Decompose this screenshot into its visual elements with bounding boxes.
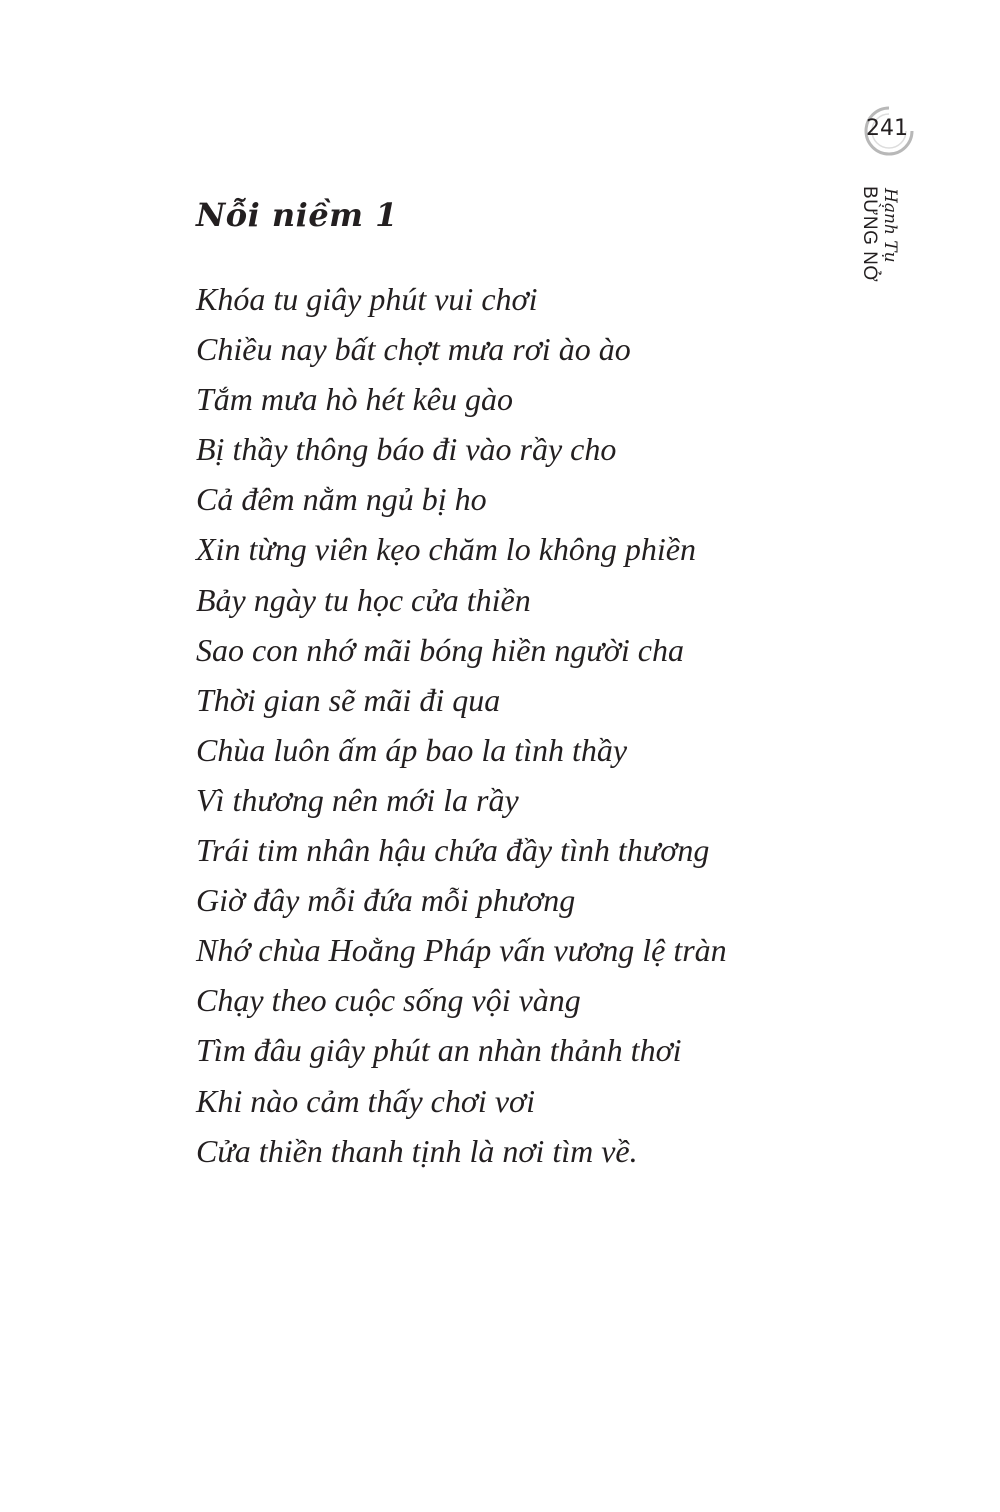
poem-line: Chạy theo cuộc sống vội vàng <box>196 982 581 1019</box>
page-number-badge <box>862 104 916 158</box>
poem-line: Giờ đây mỗi đứa mỗi phương <box>196 882 576 919</box>
poem-line: Bị thầy thông báo đi vào rầy cho <box>196 431 617 468</box>
poem-line: Chiều nay bất chợt mưa rơi ào ào <box>196 331 631 368</box>
running-head-author: Hạnh Tụ <box>880 188 900 263</box>
poem-line: Tắm mưa hò hét kêu gào <box>196 381 513 418</box>
running-head <box>854 186 900 296</box>
poem-line: Vì thương nên mới la rầy <box>196 781 519 818</box>
poem-line: Tìm đâu giây phút an nhàn thảnh thơi <box>196 1032 682 1069</box>
poem-body <box>196 274 727 1176</box>
running-head-book-title: BỪNG NỞ <box>859 186 880 283</box>
poem-title: Nỗi niềm 1 <box>196 196 398 234</box>
poem-line: Khi nào cảm thấy chơi vơi <box>196 1082 535 1119</box>
poem-line: Bảy ngày tu học cửa thiền <box>196 581 531 618</box>
poem-line: Nhớ chùa Hoằng Pháp vấn vương lệ tràn <box>196 932 727 969</box>
poem-line: Cả đêm nằm ngủ bị ho <box>196 481 487 518</box>
poem-line: Xin từng viên kẹo chăm lo không phiền <box>196 531 696 568</box>
poem-line: Chùa luôn ấm áp bao la tình thầy <box>196 731 628 768</box>
page-number: 241 <box>866 116 908 141</box>
poem-line: Trái tim nhân hậu chứa đầy tình thương <box>196 832 710 869</box>
poem-line: Cửa thiền thanh tịnh là nơi tìm về. <box>196 1132 638 1169</box>
poem-line: Sao con nhớ mãi bóng hiền người cha <box>196 631 684 668</box>
poem-line: Khóa tu giây phút vui chơi <box>196 281 538 317</box>
poem-line: Thời gian sẽ mãi đi qua <box>196 681 501 718</box>
